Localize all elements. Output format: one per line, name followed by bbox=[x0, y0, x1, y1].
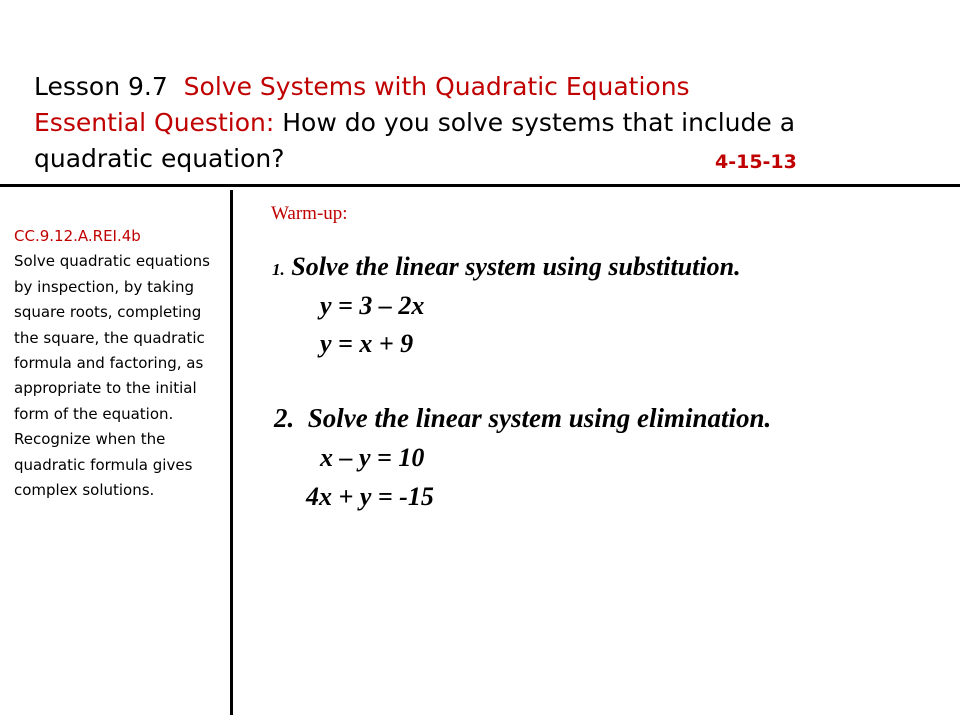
essential-question-line bbox=[34, 105, 934, 141]
problem-1 bbox=[272, 252, 741, 282]
problem-2-equation-2: 4x + y = -15 bbox=[306, 482, 434, 511]
problem-2 bbox=[274, 403, 771, 434]
problem-1-equation-1: y = 3 – 2x bbox=[320, 291, 425, 320]
lesson-title: Solve Systems with Quadratic Equations bbox=[183, 72, 690, 101]
lesson-date: 4-15-13 bbox=[715, 151, 797, 173]
standard-code: CC.9.12.A.REI.4b bbox=[14, 227, 141, 245]
problem-2-prompt: Solve the linear system using elimination. bbox=[307, 403, 772, 433]
horizontal-divider bbox=[0, 184, 960, 187]
problem-1-equation-2: y = x + 9 bbox=[320, 329, 414, 358]
essential-question-continued: quadratic equation? bbox=[34, 144, 285, 173]
standard-box bbox=[14, 224, 219, 503]
lesson-header bbox=[34, 69, 934, 177]
vertical-divider bbox=[230, 190, 233, 715]
problem-1-prompt: Solve the linear system using substitution. bbox=[291, 252, 741, 281]
essential-question-label: Essential Question: bbox=[34, 108, 275, 137]
problem-1-number: 1. bbox=[272, 260, 285, 279]
lesson-title-line bbox=[34, 69, 934, 105]
standard-description: Solve quadratic equations by inspection, by taking square roots, completing the square, the quadratic formula and factoring, as appropriate to the initial form of the equation. Recognize when the quadratic formula gives complex solutions. bbox=[14, 252, 210, 500]
problem-2-number: 2. bbox=[274, 403, 295, 433]
essential-question-text: How do you solve systems that include a bbox=[282, 108, 796, 137]
problem-2-equation-1: x – y = 10 bbox=[320, 443, 425, 472]
warmup-label: Warm-up: bbox=[271, 203, 348, 224]
lesson-number: Lesson 9.7 bbox=[34, 72, 168, 101]
